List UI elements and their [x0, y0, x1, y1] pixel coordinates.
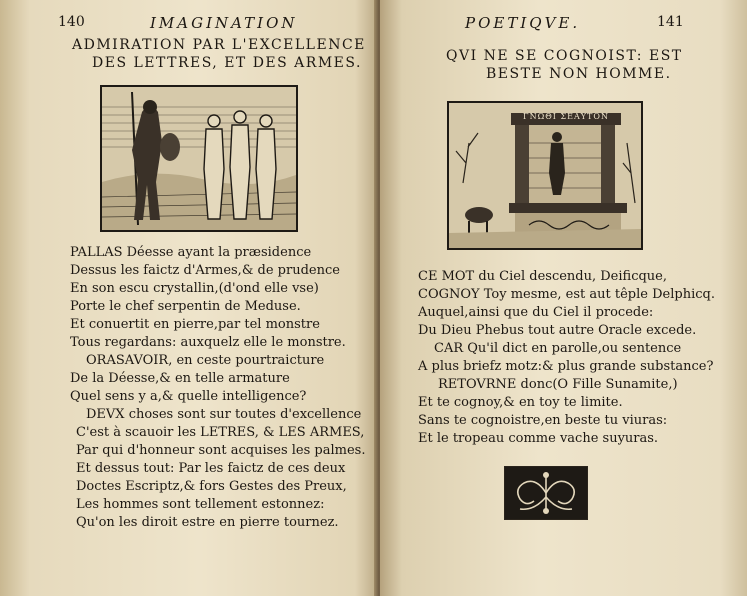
verse-line: Les hommes sont tellement estonnez: — [76, 497, 325, 512]
verse-line: Et conuertit en pierre,par tel monstre — [70, 317, 320, 332]
left-woodcut — [100, 85, 298, 232]
verse-line: CAR Qu'il dict en parolle,ou sentence — [434, 341, 682, 356]
verse-line: Auquel,ainsi que du Ciel il procede: — [418, 305, 654, 320]
verse-line: Porte le chef serpentin de Meduse. — [70, 299, 301, 314]
verse-line: Par qui d'honneur sont acquises les palmes. — [76, 443, 366, 458]
verse-line: Dessus les faictz d'Armes,& de prudence — [70, 263, 340, 278]
verse-line: RETOVRNE donc(O Fille Sunamite,) — [438, 377, 678, 392]
left-motto-line-2: DES LETTRES, ET DES ARMES. — [92, 55, 362, 71]
verse-line: Sans te cognoistre,en beste tu viuras: — [418, 413, 668, 428]
right-page-number: 141 — [657, 14, 684, 30]
verse-line: Doctes Escriptz,& fors Gestes des Preux, — [76, 479, 347, 494]
verse-line: Et le tropeau comme vache suyuras. — [418, 431, 659, 446]
verse-line: Qu'on les diroit estre en pierre tournez. — [76, 515, 339, 530]
verse-line: PALLAS Déesse ayant la præsidence — [70, 245, 312, 260]
verse-line: C'est à scauoir les LETRES, & LES ARMES, — [76, 425, 365, 440]
left-verse — [70, 244, 366, 532]
verse-line: Tous regardans: auxquelz elle le monstre. — [70, 335, 346, 350]
floral-ornament-icon — [504, 466, 588, 520]
verse-line: Quel sens y a,& quelle intelligence? — [70, 389, 307, 404]
verse-line: Du Dieu Phebus tout autre Oracle excede. — [418, 323, 697, 338]
woodcut-inscription: ΓΝΩΘΙ ΣΕΑΥΤΟΝ — [523, 112, 609, 121]
verse-line: Et dessus tout: Par les faictz de ces deux — [76, 461, 346, 476]
right-woodcut — [447, 101, 643, 250]
verse-line: De la Déesse,& en telle armature — [70, 371, 290, 386]
verse-line: COGNOY Toy mesme, est aut têple Delphicq. — [418, 287, 715, 302]
left-page-number: 140 — [58, 14, 85, 30]
verse-line: CE MOT du Ciel descendu, Deificque, — [418, 269, 667, 284]
verse-line: Et te cognoy,& en toy te limite. — [418, 395, 623, 410]
right-page — [380, 0, 747, 596]
right-verse — [418, 268, 715, 448]
right-motto-line-2: BESTE NON HOMME. — [486, 66, 672, 82]
left-running-head: IMAGINATION — [150, 14, 298, 32]
right-motto-line-1: QVI NE SE COGNOIST: EST — [446, 48, 683, 64]
left-motto-line-1: ADMIRATION PAR L'EXCELLENCE — [72, 37, 366, 53]
verse-line: ORASAVOIR, en ceste pourtraicture — [86, 353, 325, 368]
verse-line: A plus briefz motz:& plus grande substance? — [418, 359, 714, 374]
verse-line: DEVX choses sont sur toutes d'excellence — [86, 407, 362, 422]
verse-line: En son escu crystallin,(d'ond elle vse) — [70, 281, 319, 296]
right-running-head: POETIQVE. — [465, 14, 581, 32]
